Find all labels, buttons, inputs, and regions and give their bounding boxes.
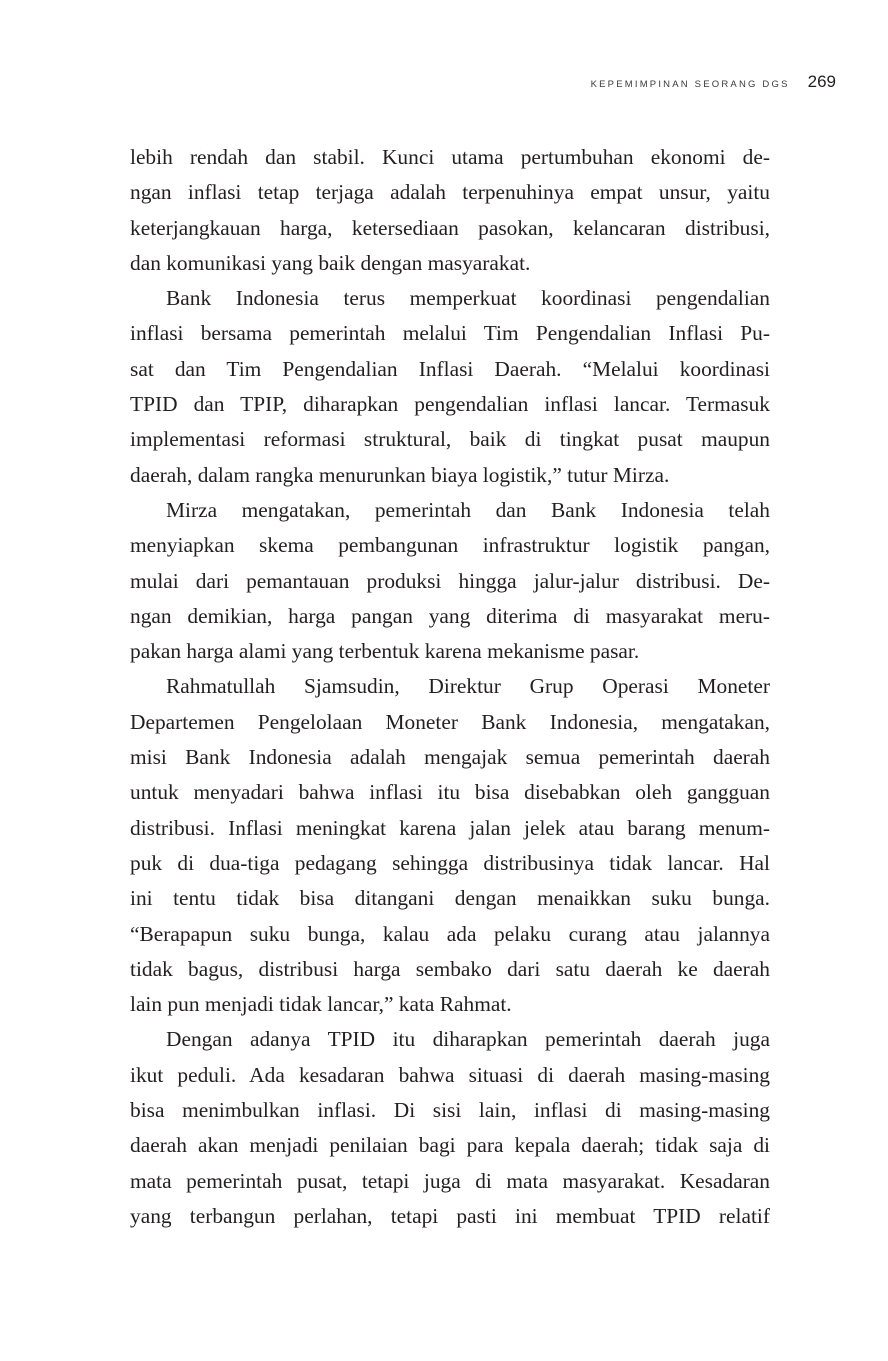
text-line: Mirza mengatakan, pemerintah dan Bank Indonesia telah [166, 497, 770, 522]
body-text [130, 140, 770, 1234]
paragraph-3 [130, 493, 770, 669]
text-line: dan komunikasi yang baik dengan masyarakat. [130, 250, 531, 275]
text-line: untuk menyadari bahwa inflasi itu bisa disebabkan oleh gangguan [130, 780, 770, 805]
page-number: 269 [807, 72, 836, 91]
text-line: ngan demikian, harga pangan yang diterima di masyarakat meru- [130, 603, 770, 628]
text-line: distribusi. Inflasi meningkat karena jalan jelek atau barang menum- [130, 815, 770, 840]
running-title: KEPEMIMPINAN SEORANG DGS [590, 79, 790, 90]
text-line: mata pemerintah pusat, tetapi juga di mata masyarakat. Kesadaran [130, 1168, 770, 1193]
text-line: ngan inflasi tetap terjaga adalah terpenuhinya empat unsur, yaitu [130, 180, 770, 205]
paragraph-2 [130, 281, 770, 493]
text-line: daerah, dalam rangka menurunkan biaya logistik,” tutur Mirza. [130, 462, 670, 487]
text-line: lebih rendah dan stabil. Kunci utama pertumbuhan ekonomi de- [130, 145, 770, 169]
paragraph-1 [130, 140, 770, 281]
text-line: Rahmatullah Sjamsudin, Direktur Grup Operasi Moneter [166, 674, 770, 699]
text-line: Bank Indonesia terus memperkuat koordinasi pengendalian [166, 286, 770, 311]
text-line: ini tentu tidak bisa ditangani dengan menaikkan suku bunga. [130, 886, 770, 911]
text-line: TPID dan TPIP, diharapkan pengendalian inflasi lancar. Termasuk [130, 392, 770, 417]
text-line: pakan harga alami yang terbentuk karena mekanisme pasar. [130, 639, 640, 664]
text-line: inflasi bersama pemerintah melalui Tim Pengendalian Inflasi Pu- [130, 321, 770, 346]
text-line: puk di dua-tiga pedagang sehingga distribusinya tidak lancar. Hal [130, 850, 770, 875]
running-header [591, 72, 836, 92]
text-line: misi Bank Indonesia adalah mengajak semua pemerintah daerah [130, 745, 770, 770]
text-line: Dengan adanya TPID itu diharapkan pemerintah daerah juga [166, 1027, 770, 1052]
text-line: keterjangkauan harga, ketersediaan pasokan, kelancaran distribusi, [130, 215, 770, 240]
paragraph-4 [130, 669, 770, 1022]
text-line: daerah akan menjadi penilaian bagi para kepala daerah; tidak saja di [130, 1133, 770, 1158]
text-line: sat dan Tim Pengendalian Inflasi Daerah. “Melalui koordinasi [130, 356, 770, 381]
text-line: lain pun menjadi tidak lancar,” kata Rahmat. [130, 992, 512, 1017]
text-line: bisa menimbulkan inflasi. Di sisi lain, inflasi di masing-masing [130, 1098, 770, 1123]
text-line: Departemen Pengelolaan Moneter Bank Indonesia, mengatakan, [130, 709, 770, 734]
text-line: mulai dari pemantauan produksi hingga jalur-jalur distribusi. De- [130, 568, 770, 593]
text-line: implementasi reformasi struktural, baik di tingkat pusat maupun [130, 427, 770, 452]
paragraph-5 [130, 1022, 770, 1234]
text-line: menyiapkan skema pembangunan infrastruktur logistik pangan, [130, 533, 770, 558]
text-line: ikut peduli. Ada kesadaran bahwa situasi di daerah masing-masing [130, 1062, 770, 1087]
text-line: “Berapapun suku bunga, kalau ada pelaku curang atau jalannya [130, 921, 770, 946]
text-line: tidak bagus, distribusi harga sembako dari satu daerah ke daerah [130, 956, 770, 981]
text-line: yang terbangun perlahan, tetapi pasti ini membuat TPID relatif [130, 1203, 770, 1228]
